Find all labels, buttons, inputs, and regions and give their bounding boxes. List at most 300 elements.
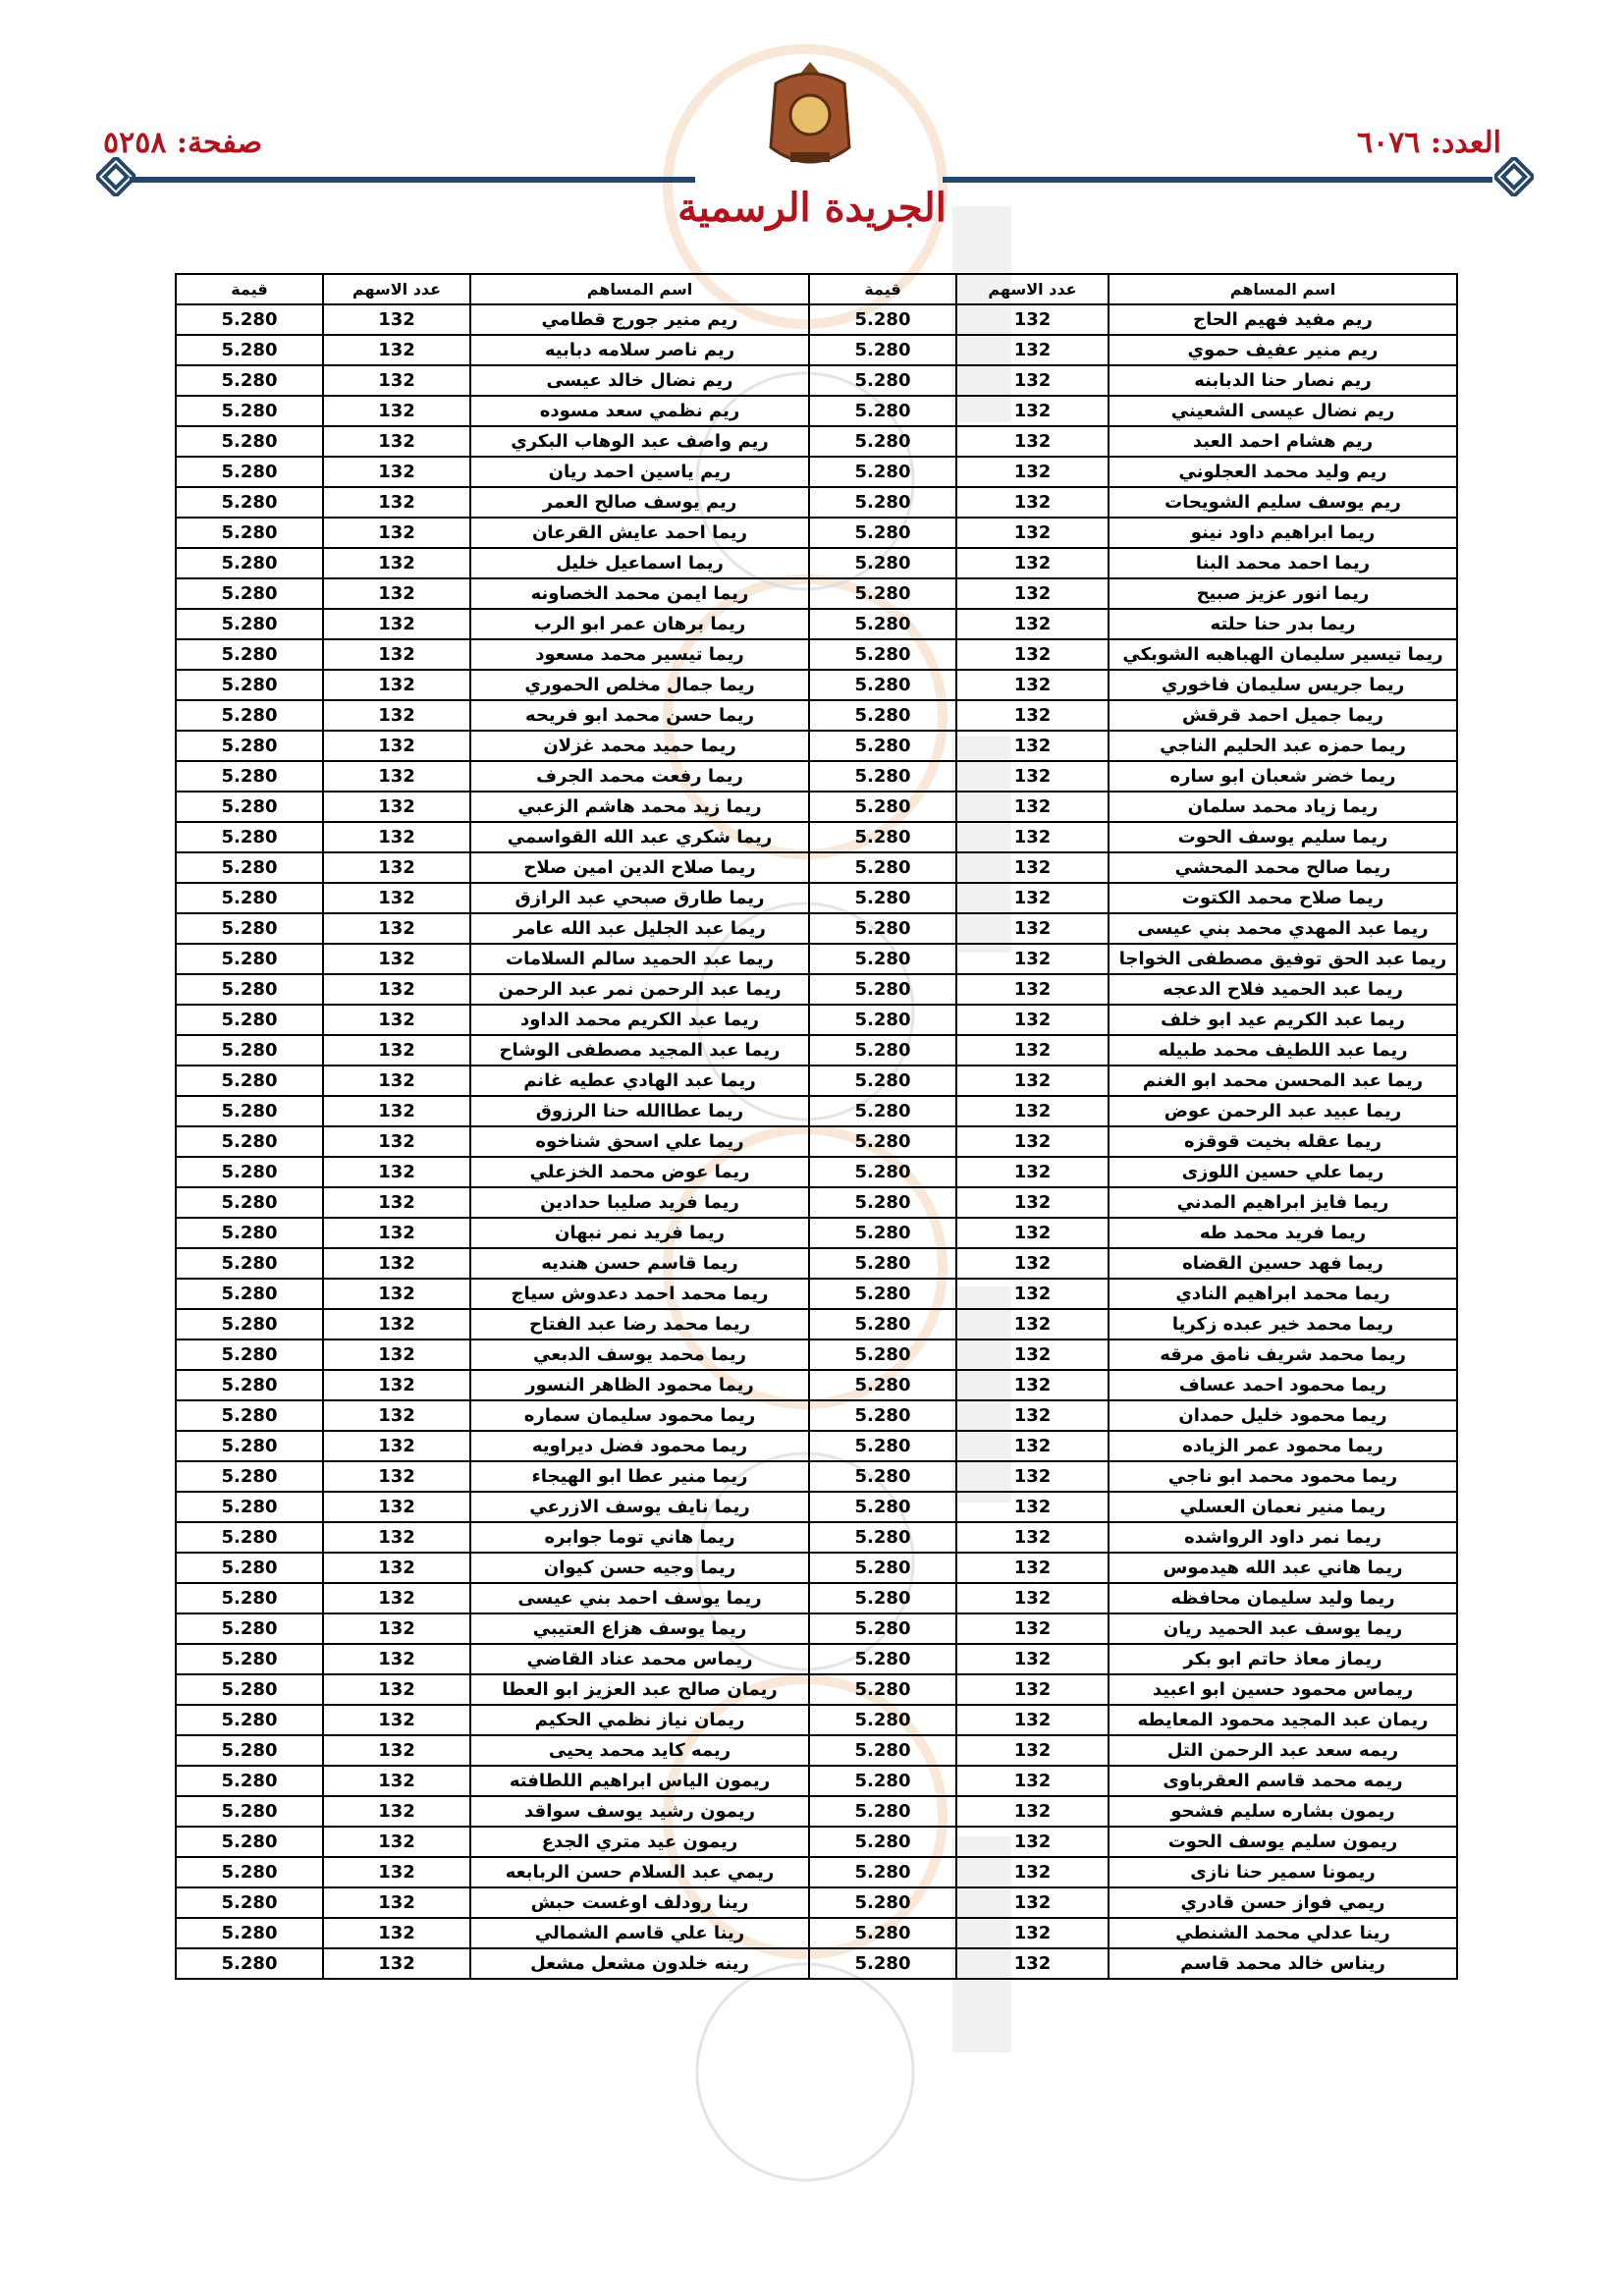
shareholder-name: رينا عدلي محمد الشنطي (1109, 1918, 1457, 1948)
shareholder-name: ريم منير عفيف حموي (1109, 335, 1457, 365)
table-row (176, 731, 1457, 761)
share-value: 5.280 (176, 457, 323, 487)
shareholder-name: رينه خلدون مشعل مشعل (470, 1948, 809, 1979)
share-count: 132 (323, 335, 470, 365)
shareholder-name: رينا علي قاسم الشمالي (470, 1918, 809, 1948)
share-count: 132 (323, 1918, 470, 1948)
shareholder-name: ريما رفعت محمد الجرف (470, 761, 809, 792)
share-value: 5.280 (176, 335, 323, 365)
table-row (176, 1583, 1457, 1613)
shareholder-name: ريمي عبد السلام حسن الربابعه (470, 1857, 809, 1887)
shareholder-name: ريما عبد المجيد مصطفى الوشاح (470, 1035, 809, 1066)
table-row (176, 457, 1457, 487)
shareholder-name: ريما ايمن محمد الخصاونه (470, 578, 809, 609)
share-value: 5.280 (176, 1248, 323, 1279)
share-value: 5.280 (176, 1339, 323, 1370)
table-row (176, 1674, 1457, 1705)
shareholder-name: ريما محمد رضا عبد الفتاح (470, 1309, 809, 1339)
shareholder-name: ريمون عيد متري الجدع (470, 1827, 809, 1857)
share-count: 132 (956, 396, 1109, 426)
share-count: 132 (956, 1644, 1109, 1674)
table-row (176, 304, 1457, 335)
share-value: 5.280 (809, 1674, 956, 1705)
share-count: 132 (956, 1066, 1109, 1096)
shareholder-name: ريما وجيه حسن كيوان (470, 1553, 809, 1583)
shareholder-name: ريم ياسين احمد ريان (470, 457, 809, 487)
table-row (176, 1492, 1457, 1522)
table-row (176, 1005, 1457, 1035)
share-count: 132 (956, 792, 1109, 822)
shareholder-name: ريمون سليم يوسف الحوت (1109, 1827, 1457, 1857)
table-row (176, 1400, 1457, 1431)
share-value: 5.280 (809, 1066, 956, 1096)
share-value: 5.280 (176, 822, 323, 852)
share-value: 5.280 (809, 1948, 956, 1979)
share-value: 5.280 (809, 1766, 956, 1796)
share-count: 132 (956, 1583, 1109, 1613)
masthead (0, 0, 1624, 265)
share-count: 132 (323, 1035, 470, 1066)
share-count: 132 (956, 1400, 1109, 1431)
shareholder-name: ريما عبد المهدي محمد بني عيسى (1109, 913, 1457, 944)
shareholder-name: ريم نظمي سعد مسوده (470, 396, 809, 426)
shareholder-name: ريمه سعد عبد الرحمن التل (1109, 1735, 1457, 1766)
share-value: 5.280 (809, 1827, 956, 1857)
share-value: 5.280 (176, 487, 323, 518)
share-value: 5.280 (176, 1522, 323, 1553)
share-count: 132 (956, 1461, 1109, 1492)
shareholder-name: ريمون رشيد يوسف سواقد (470, 1796, 809, 1827)
share-value: 5.280 (809, 1705, 956, 1735)
share-value: 5.280 (176, 1005, 323, 1035)
shareholder-name: ريم منير جورج قطامي (470, 304, 809, 335)
share-count: 132 (956, 1522, 1109, 1553)
share-count: 132 (323, 1248, 470, 1279)
shareholder-name: ريما فهد حسين القضاه (1109, 1248, 1457, 1279)
share-count: 132 (323, 1887, 470, 1918)
table-row (176, 487, 1457, 518)
share-value: 5.280 (176, 1583, 323, 1613)
table-row (176, 1766, 1457, 1796)
share-count: 132 (323, 304, 470, 335)
share-count: 132 (956, 1248, 1109, 1279)
share-count: 132 (323, 1005, 470, 1035)
share-value: 5.280 (809, 1187, 956, 1218)
share-count: 132 (323, 700, 470, 731)
share-value: 5.280 (176, 700, 323, 731)
share-value: 5.280 (809, 304, 956, 335)
shareholder-name: ريما تيسير محمد مسعود (470, 639, 809, 670)
table-row (176, 1887, 1457, 1918)
share-count: 132 (956, 1553, 1109, 1583)
share-value: 5.280 (176, 1887, 323, 1918)
shareholder-name: ريما منير نعمان العسلي (1109, 1492, 1457, 1522)
table-row (176, 852, 1457, 883)
table-row (176, 1126, 1457, 1157)
shareholder-name: ريمون الياس ابراهيم اللطافته (470, 1766, 809, 1796)
shareholder-name: ريما محمد خير عبده زكريا (1109, 1309, 1457, 1339)
share-value: 5.280 (809, 365, 956, 396)
table-row (176, 365, 1457, 396)
share-count: 132 (956, 1309, 1109, 1339)
share-count: 132 (956, 1674, 1109, 1705)
share-value: 5.280 (176, 1035, 323, 1066)
share-value: 5.280 (809, 1735, 956, 1766)
shareholder-name: ريما عقله بخيت قوقزه (1109, 1126, 1457, 1157)
share-value: 5.280 (176, 609, 323, 639)
share-value: 5.280 (809, 792, 956, 822)
share-value: 5.280 (809, 1492, 956, 1522)
table-row (176, 1370, 1457, 1400)
shareholder-name: ريما احمد عايش القرعان (470, 518, 809, 548)
table-row (176, 1644, 1457, 1674)
share-value: 5.280 (176, 548, 323, 578)
table-row (176, 883, 1457, 913)
share-count: 132 (956, 1187, 1109, 1218)
share-count: 132 (323, 1309, 470, 1339)
share-value: 5.280 (176, 1157, 323, 1187)
shareholder-name: ريمه كايد محمد يحيى (470, 1735, 809, 1766)
shareholder-name: ريما هاني عبد الله هيدموس (1109, 1553, 1457, 1583)
table-row (176, 578, 1457, 609)
column-header: عدد الاسهم (323, 274, 470, 304)
share-count: 132 (323, 1400, 470, 1431)
table-row (176, 1461, 1457, 1492)
shareholder-name: ريما محمود الظاهر النسور (470, 1370, 809, 1400)
share-value: 5.280 (809, 1339, 956, 1370)
shareholder-name: ريما حميد محمد غزلان (470, 731, 809, 761)
shareholder-name: ريما عبد الهادي عطيه غانم (470, 1066, 809, 1096)
share-count: 132 (956, 1735, 1109, 1766)
shareholder-name: ريما عبد الرحمن نمر عبد الرحمن (470, 974, 809, 1005)
share-count: 132 (323, 792, 470, 822)
share-count: 132 (956, 670, 1109, 700)
share-count: 132 (956, 852, 1109, 883)
column-header: اسم المساهم (1109, 274, 1457, 304)
table-row (176, 1522, 1457, 1553)
share-count: 132 (956, 578, 1109, 609)
share-value: 5.280 (176, 944, 323, 974)
share-count: 132 (956, 365, 1109, 396)
table-row (176, 1218, 1457, 1248)
shareholder-name: ريما زياد محمد سلمان (1109, 792, 1457, 822)
share-value: 5.280 (176, 1066, 323, 1096)
share-value: 5.280 (176, 1857, 323, 1887)
share-value: 5.280 (809, 731, 956, 761)
share-count: 132 (323, 1644, 470, 1674)
share-value: 5.280 (176, 1766, 323, 1796)
share-count: 132 (323, 1674, 470, 1705)
share-count: 132 (323, 1857, 470, 1887)
shareholder-name: ريما شكري عبد الله القواسمي (470, 822, 809, 852)
share-count: 132 (956, 1492, 1109, 1522)
share-count: 132 (956, 518, 1109, 548)
share-value: 5.280 (176, 1827, 323, 1857)
shareholder-name: ريم يوسف سليم الشويحات (1109, 487, 1457, 518)
share-value: 5.280 (809, 426, 956, 457)
table-row (176, 639, 1457, 670)
table-row (176, 822, 1457, 852)
share-count: 132 (323, 1157, 470, 1187)
share-count: 132 (323, 365, 470, 396)
shareholder-name: ريما يوسف عبد الحميد ريان (1109, 1613, 1457, 1644)
share-count: 132 (956, 761, 1109, 792)
shareholder-name: ريما عبد الحق توفيق مصطفى الخواجا (1109, 944, 1457, 974)
table-row (176, 974, 1457, 1005)
shareholder-name: ريما عطاالله حنا الرزوق (470, 1096, 809, 1126)
shareholder-name: ريما زيد محمد هاشم الزعبي (470, 792, 809, 822)
share-value: 5.280 (809, 1461, 956, 1492)
share-value: 5.280 (176, 883, 323, 913)
shareholder-name: ريما منير عطا ابو الهيجاء (470, 1461, 809, 1492)
column-header: اسم المساهم (470, 274, 809, 304)
shareholder-name: ريما محمود عمر الزياده (1109, 1431, 1457, 1461)
share-value: 5.280 (176, 913, 323, 944)
shareholder-name: ريما برهان عمر ابو الرب (470, 609, 809, 639)
share-value: 5.280 (176, 1279, 323, 1309)
shareholder-name: ريما عوض محمد الخزعلي (470, 1157, 809, 1187)
share-count: 132 (323, 426, 470, 457)
table-row (176, 1187, 1457, 1218)
shareholder-name: ريما اسماعيل خليل (470, 548, 809, 578)
gazette-title: الجريدة الرسمية (677, 185, 947, 231)
share-count: 132 (956, 974, 1109, 1005)
share-value: 5.280 (809, 944, 956, 974)
shareholder-name: ريما صلاح محمد الكتوت (1109, 883, 1457, 913)
share-value: 5.280 (809, 1583, 956, 1613)
share-value: 5.280 (809, 1035, 956, 1066)
share-count: 132 (323, 1766, 470, 1796)
share-count: 132 (956, 1005, 1109, 1035)
shareholder-name: ريما محمود سليمان سماره (470, 1400, 809, 1431)
share-count: 132 (956, 1887, 1109, 1918)
share-count: 132 (956, 1126, 1109, 1157)
table-row (176, 1248, 1457, 1279)
shareholder-name: ريم نضال عيسى الشعيني (1109, 396, 1457, 426)
shareholder-name: ريما انور عزيز صبيح (1109, 578, 1457, 609)
share-count: 132 (323, 1461, 470, 1492)
share-value: 5.280 (809, 1096, 956, 1126)
share-value: 5.280 (176, 1705, 323, 1735)
share-count: 132 (323, 457, 470, 487)
shareholder-name: ريمون بشاره سليم فشحو (1109, 1796, 1457, 1827)
page-number: صفحة: ٥٢٥٨ (103, 126, 263, 160)
share-count: 132 (956, 1157, 1109, 1187)
share-count: 132 (323, 1096, 470, 1126)
share-count: 132 (323, 883, 470, 913)
share-count: 132 (956, 548, 1109, 578)
share-value: 5.280 (176, 396, 323, 426)
column-header: قيمة (176, 274, 323, 304)
share-value: 5.280 (809, 335, 956, 365)
column-header: عدد الاسهم (956, 274, 1109, 304)
share-count: 132 (956, 1857, 1109, 1887)
share-value: 5.280 (809, 1887, 956, 1918)
table-row (176, 1735, 1457, 1766)
share-value: 5.280 (809, 548, 956, 578)
shareholder-name: ريما جمال مخلص الحموري (470, 670, 809, 700)
table-row (176, 1157, 1457, 1187)
share-count: 132 (323, 609, 470, 639)
table-row (176, 609, 1457, 639)
share-count: 132 (956, 1827, 1109, 1857)
share-value: 5.280 (809, 1370, 956, 1400)
share-count: 132 (956, 1796, 1109, 1827)
share-value: 5.280 (176, 761, 323, 792)
shareholder-name: ريما عبد الكريم محمد الداود (470, 1005, 809, 1035)
royal-emblem-icon (756, 54, 864, 182)
share-value: 5.280 (809, 578, 956, 609)
table-row (176, 1918, 1457, 1948)
share-value: 5.280 (809, 822, 956, 852)
share-value: 5.280 (809, 670, 956, 700)
shareholder-name: ريما صلاح الدين امين صلاح (470, 852, 809, 883)
table-row (176, 1796, 1457, 1827)
shareholder-name: ريمونا سمير حنا نازى (1109, 1857, 1457, 1887)
share-value: 5.280 (176, 1461, 323, 1492)
share-count: 132 (956, 822, 1109, 852)
share-value: 5.280 (809, 1522, 956, 1553)
share-value: 5.280 (176, 1553, 323, 1583)
shareholder-name: ريما عبد الحميد سالم السلامات (470, 944, 809, 974)
share-count: 132 (323, 1218, 470, 1248)
shareholder-name: ريما محمد يوسف الدبعي (470, 1339, 809, 1370)
table-row (176, 1705, 1457, 1735)
share-value: 5.280 (176, 1370, 323, 1400)
share-count: 132 (323, 1126, 470, 1157)
share-value: 5.280 (809, 487, 956, 518)
shareholder-name: ريما هاني توما جوابره (470, 1522, 809, 1553)
share-value: 5.280 (176, 852, 323, 883)
share-value: 5.280 (809, 852, 956, 883)
table-row (176, 335, 1457, 365)
share-value: 5.280 (809, 518, 956, 548)
share-count: 132 (323, 1522, 470, 1553)
share-count: 132 (323, 1827, 470, 1857)
share-value: 5.280 (176, 1400, 323, 1431)
share-count: 132 (323, 822, 470, 852)
share-count: 132 (956, 457, 1109, 487)
shareholder-name: ريم ناصر سلامه دبابيه (470, 335, 809, 365)
share-count: 132 (323, 1948, 470, 1979)
share-value: 5.280 (176, 1644, 323, 1674)
shareholder-name: ريمان نياز نظمي الحكيم (470, 1705, 809, 1735)
table-row (176, 1613, 1457, 1644)
share-value: 5.280 (809, 1126, 956, 1157)
share-value: 5.280 (176, 974, 323, 1005)
table-row (176, 1948, 1457, 1979)
share-count: 132 (323, 761, 470, 792)
shareholder-name: ريما خضر شعبان ابو ساره (1109, 761, 1457, 792)
share-count: 132 (323, 913, 470, 944)
table-row (176, 700, 1457, 731)
share-value: 5.280 (809, 883, 956, 913)
share-value: 5.280 (809, 1857, 956, 1887)
shareholder-name: ريما حمزه عبد الحليم الناجي (1109, 731, 1457, 761)
table-row (176, 518, 1457, 548)
shareholder-name: ريما جريس سليمان فاخوري (1109, 670, 1457, 700)
shareholder-name: ريما فريد صليبا حدادين (470, 1187, 809, 1218)
shareholder-name: ريم وليد محمد العجلوني (1109, 457, 1457, 487)
share-value: 5.280 (176, 1126, 323, 1157)
share-value: 5.280 (809, 700, 956, 731)
share-count: 132 (956, 1096, 1109, 1126)
share-count: 132 (323, 670, 470, 700)
table-row (176, 1827, 1457, 1857)
share-count: 132 (956, 700, 1109, 731)
share-value: 5.280 (809, 1218, 956, 1248)
share-value: 5.280 (176, 1918, 323, 1948)
table-header-row (176, 274, 1457, 304)
share-value: 5.280 (809, 913, 956, 944)
share-count: 132 (323, 518, 470, 548)
share-value: 5.280 (176, 731, 323, 761)
shareholder-name: ريما صالح محمد المحشي (1109, 852, 1457, 883)
shareholder-name: ريم نضال خالد عيسى (470, 365, 809, 396)
shareholder-name: ريمان صالح عبد العزيز ابو العطا (470, 1674, 809, 1705)
share-count: 132 (956, 1766, 1109, 1796)
share-value: 5.280 (176, 304, 323, 335)
table-row (176, 1279, 1457, 1309)
shareholder-name: ريما احمد محمد البنا (1109, 548, 1457, 578)
shareholder-name: ريما نمر داود الرواشده (1109, 1522, 1457, 1553)
shareholder-name: ريم هشام احمد العبد (1109, 426, 1457, 457)
shareholders-table (175, 273, 1458, 1980)
column-header: قيمة (809, 274, 956, 304)
shareholder-name: ريما سليم يوسف الحوت (1109, 822, 1457, 852)
table-row (176, 913, 1457, 944)
share-value: 5.280 (176, 426, 323, 457)
table-row (176, 1431, 1457, 1461)
share-count: 132 (956, 1218, 1109, 1248)
shareholder-name: ريما وليد سليمان محافظه (1109, 1583, 1457, 1613)
table-row (176, 396, 1457, 426)
share-value: 5.280 (809, 1279, 956, 1309)
share-count: 132 (956, 487, 1109, 518)
shareholder-name: ريما تيسير سليمان الهباهبه الشوبكي (1109, 639, 1457, 670)
share-count: 132 (956, 639, 1109, 670)
shareholder-name: ريم يوسف صالح العمر (470, 487, 809, 518)
share-count: 132 (956, 1705, 1109, 1735)
share-count: 132 (956, 1613, 1109, 1644)
shareholder-name: ريما عبد الكريم عيد ابو خلف (1109, 1005, 1457, 1035)
shareholder-name: ريماس محمد عناد القاضي (470, 1644, 809, 1674)
shareholder-name: ريما محمد احمد دعدوش سياج (470, 1279, 809, 1309)
share-count: 132 (323, 396, 470, 426)
share-count: 132 (956, 883, 1109, 913)
shareholder-name: ريما فريد نمر نبهان (470, 1218, 809, 1248)
share-count: 132 (323, 1492, 470, 1522)
share-count: 132 (323, 944, 470, 974)
shareholder-name: ريم مفيد فهيم الحاج (1109, 304, 1457, 335)
table-row (176, 670, 1457, 700)
share-count: 132 (956, 335, 1109, 365)
shareholder-name: ريما طارق صبحي عبد الرازق (470, 883, 809, 913)
share-count: 132 (323, 1613, 470, 1644)
shareholder-name: ريما فريد محمد طه (1109, 1218, 1457, 1248)
share-count: 132 (956, 944, 1109, 974)
table-row (176, 1309, 1457, 1339)
share-count: 132 (956, 1948, 1109, 1979)
share-count: 132 (323, 1187, 470, 1218)
share-count: 132 (323, 487, 470, 518)
share-value: 5.280 (176, 1218, 323, 1248)
share-value: 5.280 (809, 974, 956, 1005)
shareholder-name: ريم واصف عبد الوهاب البكري (470, 426, 809, 457)
issue-number: العدد: ٦٠٧٦ (1356, 126, 1501, 160)
table-row (176, 761, 1457, 792)
share-value: 5.280 (809, 1248, 956, 1279)
